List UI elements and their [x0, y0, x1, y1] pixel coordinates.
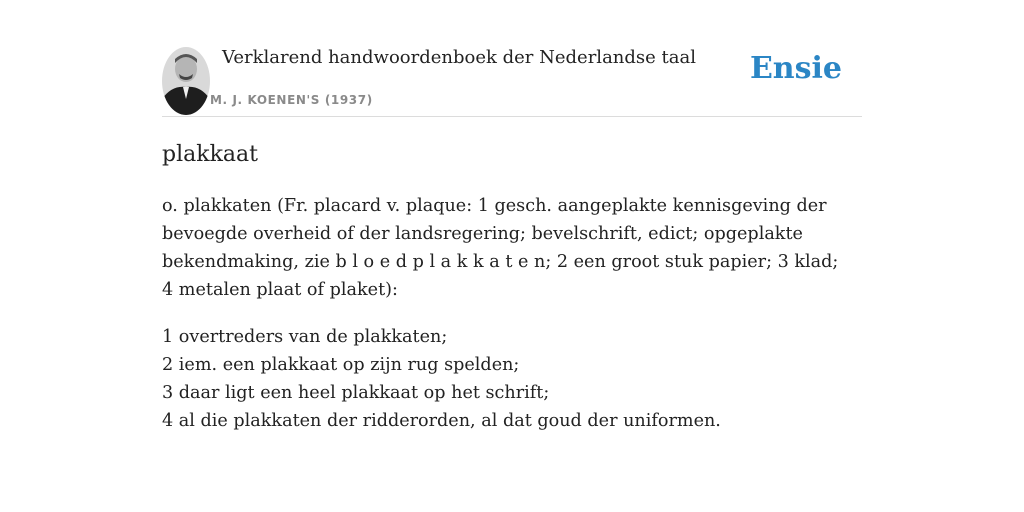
example-item: 4 al die plakkaten der ridderorden, al dat goud der uniformen. [162, 411, 721, 431]
dictionary-title[interactable]: Verklarend handwoordenboek der Nederlandse taal [222, 47, 696, 68]
dictionary-author: M. J. KOENEN'S (1937) [210, 93, 373, 107]
dictionary-header [162, 0, 862, 117]
entry-definition: o. plakkaten (Fr. placard v. plaque: 1 gesch. aangeplakte kennisgeving der bevoegde overheid of der landsregering; bevelschrift, edict; opgeplakte bekendmaking, zie b l o e d p l a k k a t e n; 2 een groot stuk papier; 3 klad; 4 metalen plaat of plaket): [162, 196, 839, 300]
author-portrait-icon [162, 47, 210, 115]
example-item: 3 daar ligt een heel plakkaat op het schrift; [162, 383, 550, 403]
example-item: 1 overtreders van de plakkaten; [162, 327, 448, 347]
example-item: 2 iem. een plakkaat op zijn rug spelden; [162, 355, 520, 375]
ensie-logo-link[interactable]: Ensie [749, 51, 842, 86]
entry-headword: plakkaat [162, 142, 258, 167]
page-container [162, 0, 862, 431]
example-list [162, 323, 842, 435]
